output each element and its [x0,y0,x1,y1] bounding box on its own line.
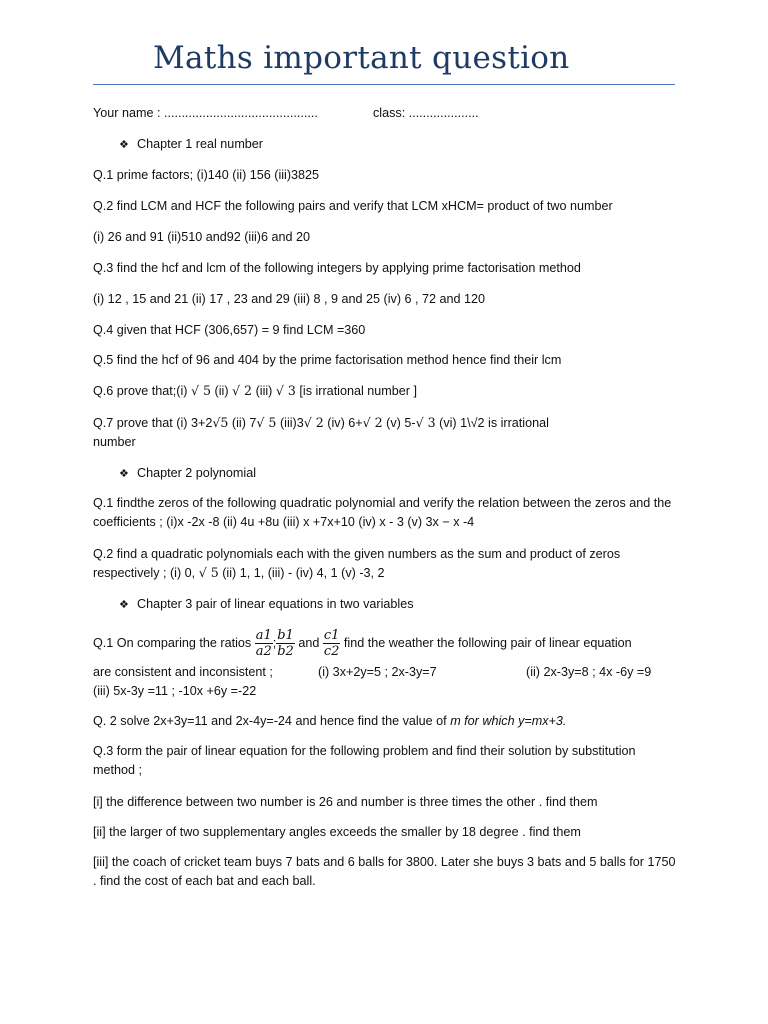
class-label: class: .................... [373,106,479,120]
ch1-q6: Q.6 prove that;(i) √ 5 (ii) √ 2 (iii) √ 3 [is irrational number ] [93,383,417,398]
ch1-q7-cont: number [93,435,136,449]
ch1-q5: Q.5 find the hcf of 96 and 404 by the prime factorisation method hence find their lcm [93,353,562,367]
fraction-b1-b2: $\frac{b1}{b2}$ [277,628,294,660]
ch1-q7: Q.7 prove that (i) 3+2√5 (ii) 7√ 5 (iii)3√ 2 (iv) 6+√ 2 (v) 5-√ 3 (vi) 1\√2 is irrational [93,415,549,430]
ch3-q3: Q.3 form the pair of linear equation for the following problem and find their solution by substitution method ; [93,744,636,777]
ch1-q2: Q.2 find LCM and HCF the following pairs and verify that LCM xHCM= product of two number [93,199,613,213]
ch1-q4: Q.4 given that HCF (306,657) = 9 find LCM =360 [93,323,366,337]
name-line [93,105,318,121]
chapter-3-heading: ❖ Chapter 3 pair of linear equations in two variables [119,597,414,611]
ch1-q3-parts: (i) 12 , 15 and 21 (ii) 17 , 23 and 29 (iii) 8 , 9 and 25 (iv) 6 , 72 and 120 [93,292,486,306]
name-label: Your name : ............................................ [93,106,318,120]
ch3-q2: Q. 2 solve 2x+3y=11 and 2x-4y=-24 and hence find the value of m for which y=mx+3. [93,714,567,728]
chapter-1-heading: ❖ Chapter 1 real number [119,137,264,151]
ch3-q3-iii: [iii] the coach of cricket team buys 7 bats and 6 balls for 3800. Later she buys 3 bats and 5 balls for 1750 . find the cost of each bat and each ball. [93,855,676,888]
class-line [373,105,479,121]
ch1-q3: Q.3 find the hcf and lcm of the following integers by applying prime factorisation method [93,261,581,275]
fraction-a1-a2: $\frac{a1}{a2}$ [255,628,272,660]
sqrt-3: √ 3 [275,383,296,398]
ch3-q1-part-ii: (ii) 2x-3y=8 ; 4x -6y =9 [526,665,652,679]
ch2-q2: Q.2 find a quadratic polynomials each with the given numbers as the sum and product of zeros [93,547,621,561]
ch1-q1: Q.1 prime factors; (i)140 (ii) 156 (iii)3825 [93,168,320,182]
chapter-2-heading: ❖ Chapter 2 polynomial [119,466,257,480]
ch2-q2-cont: respectively ; (i) 0, √ 5 (ii) 1, 1, (iii) - (iv) 4, 1 (v) -3, 2 [93,565,385,580]
ch3-q1-line2: are consistent and inconsistent ; [93,665,273,679]
ch3-q1-part-iii: (iii) 5x-3y =11 ; -10x +6y =-22 [93,684,257,698]
diamond-bullet-icon: ❖ [119,467,129,480]
page-title: Maths important question [153,40,570,76]
diamond-bullet-icon: ❖ [119,138,129,151]
ch3-q1: Q.1 On comparing the ratios $\frac{a1}{a2}$ ; $\frac{b1}{b2}$ and $\frac{c1}{c2}$ find the weather the following pair of linear equation [93,628,632,660]
ch3-q3-i: [i] the difference between two number is 26 and number is three times the other . find them [93,795,598,809]
ch1-q2-parts: (i) 26 and 91 (ii)510 and92 (iii)6 and 20 [93,230,311,244]
fraction-c1-c2: $\frac{c1}{c2}$ [323,628,340,660]
diamond-bullet-icon: ❖ [119,598,129,611]
title-underline [93,84,675,85]
ch3-q1-part-i: (i) 3x+2y=5 ; 2x-3y=7 [318,665,437,679]
ch2-q1: Q.1 findthe zeros of the following quadratic polynomial and verify the relation between the zeros and the coefficients ; (i)x -2x -8 (ii) 4u +8u (iii) x +7x+10 (iv) x - 3 (v) 3x − x -4 [93,496,672,529]
sqrt-2: √ 2 [232,383,253,398]
ch3-q3-ii: [ii] the larger of two supplementary angles exceeds the smaller by 18 degree . find them [93,825,581,839]
sqrt-5: √ 5 [191,383,212,398]
